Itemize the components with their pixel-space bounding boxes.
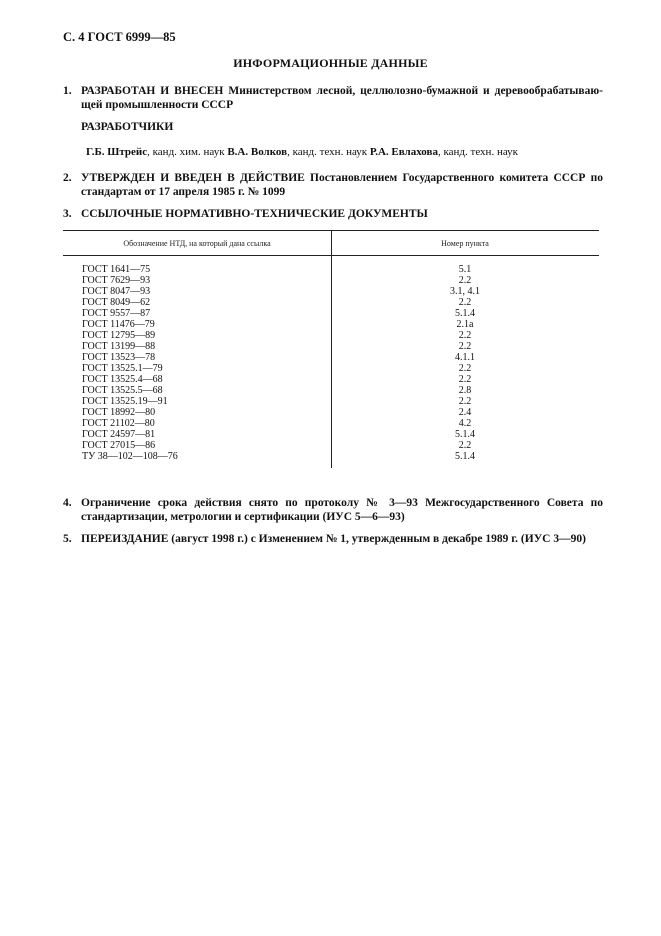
table-row-clause: 2.2 [458, 330, 472, 341]
section-5 [63, 532, 603, 546]
table-clause-column [331, 264, 599, 462]
table-row-ntd: ГОСТ 13523—78 [82, 352, 156, 363]
table-row-ntd: ГОСТ 27015—86 [82, 440, 156, 451]
table-row-ntd: ГОСТ 18992—80 [82, 407, 156, 418]
table-row-clause: 2.4 [458, 407, 472, 418]
table-row-clause: 2.2 [458, 440, 472, 451]
table-ntd-column [82, 264, 178, 462]
section-1 [63, 84, 603, 112]
table-row-clause: 2.2 [458, 275, 472, 286]
section-text: Министерством лесной, целлюлозно-бумажной и деревообрабатываю-щей промышленности СССР [81, 85, 603, 111]
section-lead: УТВЕРЖДЕН И ВВЕДЕН В ДЕЙСТВИЕ [81, 172, 305, 184]
table-row-clause: 2.8 [458, 385, 472, 396]
table-row-ntd: ГОСТ 7629—93 [82, 275, 151, 286]
developer-degree: , канд. хим. наук [147, 146, 225, 158]
table-row-ntd: ГОСТ 8047—93 [82, 286, 151, 297]
section-2 [63, 171, 603, 199]
table-row-clause: 5.1 [458, 264, 472, 275]
table-row-ntd: ГОСТ 1641—75 [82, 264, 151, 275]
section-text: Ограничение срока действия снято по протоколу № 3—93 Межгосударственного Совета по стандартизации, метрологии и сертификации (ИУС 5—6—93) [81, 497, 603, 523]
table-row-ntd: ГОСТ 13525.19—91 [82, 396, 168, 407]
table-row-ntd: ТУ 38—102—108—76 [82, 451, 178, 462]
table-row-clause: 5.1.4 [455, 429, 475, 440]
page-title: ИНФОРМАЦИОННЫЕ ДАННЫЕ [233, 56, 428, 70]
table-row-clause: 3.1, 4.1 [450, 286, 480, 297]
section-lead: РАЗРАБОТАН И ВНЕСЕН [81, 85, 224, 97]
developer-name: В.А. Волков [227, 146, 288, 158]
table-row-ntd: ГОСТ 13525.4—68 [82, 374, 163, 385]
section-text: (август 1998 г.) с Изменением № 1, утвержденным в декабре 1989 г. (ИУС 3—90) [168, 533, 586, 545]
table-row-clause: 2.1а [456, 319, 474, 330]
developer-name: Г.Б. Штрейс [86, 146, 148, 158]
developers-heading: РАЗРАБОТЧИКИ [81, 121, 174, 133]
section-number: 2. [63, 172, 72, 184]
table-row-ntd: ГОСТ 13525.5—68 [82, 385, 163, 396]
table-row-ntd: ГОСТ 21102—80 [82, 418, 155, 429]
page-header: С. 4 ГОСТ 6999—85 [63, 30, 176, 44]
table-row-ntd: ГОСТ 12795—89 [82, 330, 156, 341]
table-header-ntd: Обозначение НТД, на который дана ссылка [123, 239, 271, 248]
developers-list [86, 146, 518, 158]
table-row-ntd: ГОСТ 13199—88 [82, 341, 156, 352]
section-number: 1. [63, 85, 72, 97]
table-row-clause: 2.2 [458, 363, 472, 374]
table-row-ntd: ГОСТ 11476—79 [82, 319, 155, 330]
section-4 [63, 496, 603, 524]
section-lead: ССЫЛОЧНЫЕ НОРМАТИВНО-ТЕХНИЧЕСКИЕ ДОКУМЕНТЫ [81, 208, 428, 220]
section-number: 5. [63, 533, 72, 545]
table-row-clause: 5.1.4 [455, 308, 475, 319]
table-row-clause: 2.2 [458, 297, 472, 308]
table-header-clause: Номер пункта [441, 239, 489, 248]
table-row-clause: 2.2 [458, 396, 472, 407]
table-row-clause: 5.1.4 [455, 451, 475, 462]
developer-degree: , канд. техн. наук [437, 146, 518, 158]
section-number: 4. [63, 497, 72, 509]
table-row-ntd: ГОСТ 24597—81 [82, 429, 156, 440]
section-text: Постановлением Государственного комитета СССР по стандартам от 17 апреля 1985 г. № 1099 [81, 172, 603, 198]
table-row-ntd: ГОСТ 9557—87 [82, 308, 151, 319]
table-row-clause: 2.2 [458, 341, 472, 352]
table-row-clause: 2.2 [458, 374, 472, 385]
table-row-ntd: ГОСТ 8049—62 [82, 297, 151, 308]
table-row-clause: 4.2 [458, 418, 472, 429]
section-lead: ПЕРЕИЗДАНИЕ [81, 533, 169, 545]
developer-degree: , канд. техн. наук [287, 146, 368, 158]
section-3 [63, 207, 603, 221]
table-row-clause: 4.1.1 [455, 352, 475, 363]
table-row-ntd: ГОСТ 13525.1—79 [82, 363, 163, 374]
section-number: 3. [63, 208, 72, 220]
developer-name: Р.А. Евлахова [369, 146, 438, 158]
